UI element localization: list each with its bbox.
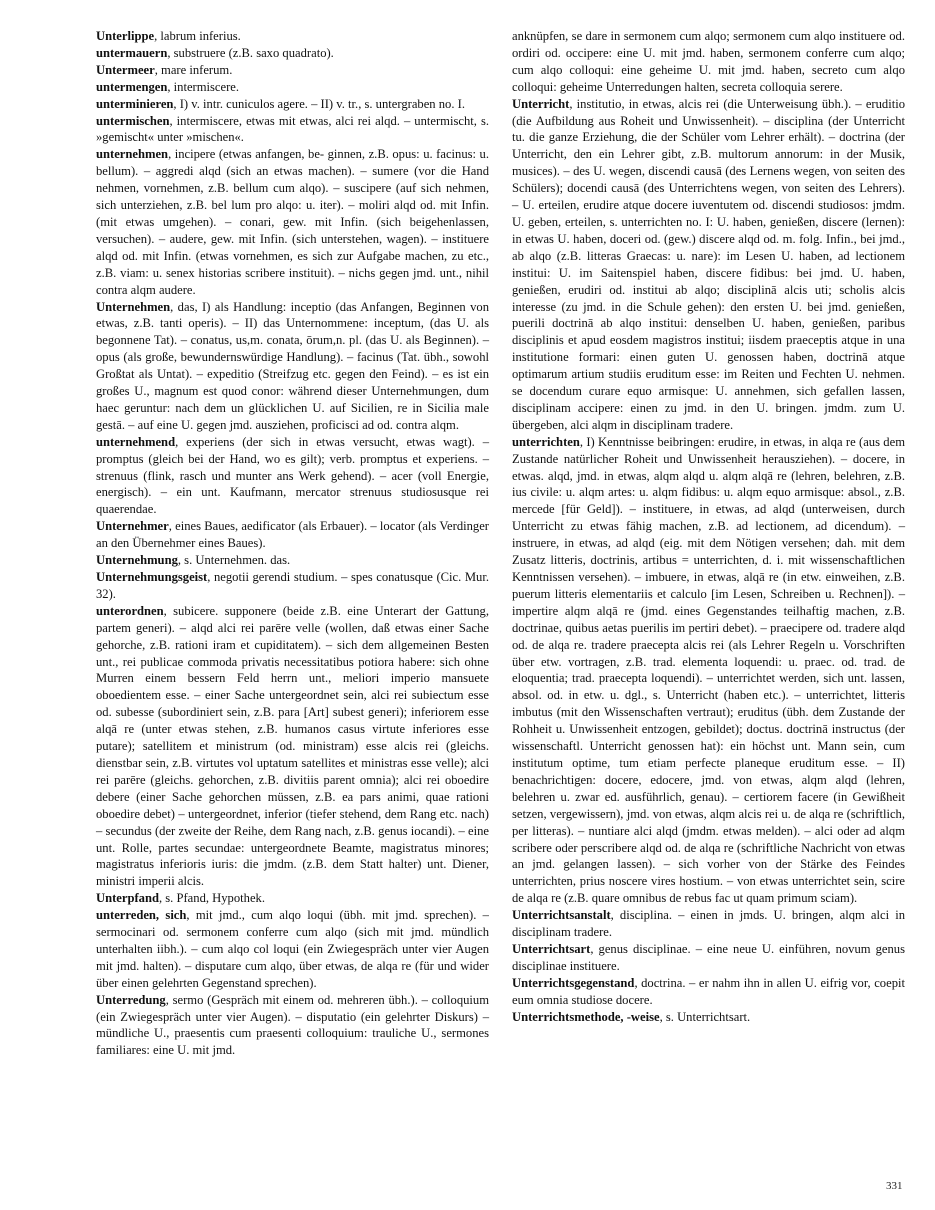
dictionary-entry	[96, 45, 489, 62]
entry-definition: , subicere. supponere (beide z.B. eine Unterart der Gattung, partem generi). – alqd alci rei parēre velle (wollen, daß etwas einer Sache gehorche, z.B. rationi iram et cupiditatem). – sich dem allgemeinen Besten unt., rei publicae commoda privatis necessitatibus potiora habere: sich ohne Murren einem bessern Feld herrn unt., meliori imperio mansuete oboedientem esse. – einer Sache untergeordnet sein, alci rei subiectum esse od. subesse (subordiniert sein, z.B. para [Art] subest generi); inferiorem esse alqā re (unter etwas stehen, z.B. humanos casus virtute inferiores esse putare); satellitem et ministrum (od. ministram) esse alcis rei (gleichs. dienstbar sein, z.B. virtutes vol uptatum satellites et ministras esse velle); alci rei parēre (gleichs. gehorchen, z.B. divitiis parent omnia); alci rei oboedire debere (einer Sache gehorchen müssen, z.B. ea pars animi, quae rationi oboedire debet) – untergeordnet, inferior (tiefer stehend, dem Rang etc. nach) – secundus (der zweite der Reihe, dem Rang nach, z.B. genus iocandi). – eine unt. Rolle, partes secundae: untergeordnete Beamte, magistratus minores; magistratus inferioris iuris: die jmdm. (z.B. dem Statt halter) unt. Diener, ministri imperii alcis.	[96, 603, 489, 889]
entry-definition: , negotii gerendi studium. – spes conatusque (Cic. Mur. 32).	[96, 570, 489, 601]
entry-headword: Unterrichtsart	[512, 941, 591, 956]
dictionary-entry	[512, 434, 905, 907]
entry-definition: , sermo (Gespräch mit einem od. mehreren übh.). – colloquium (ein Zwiegespräch unter vier Augen). – disputatio (ein gelehrter Diskurs) – mündliche U., praesentis cum praesenti colloquium: trauliche U., sermones familiares: eine U. mit jmd.	[96, 992, 489, 1058]
entry-definition: , institutio, in etwas, alcis rei (die Unterweisung übh.). – eruditio (die Aufbildung aus Roheit und Unwissenheit). – disciplina (der Unterricht tu. die ganze Erziehung, die der Schüler vom Lehrer erhält). – doctrina (der Unterricht, den ein Lehrer gibt, z.B. multorum annorum: in der Musik, musices). – des U. wegen, discendi causā (des Lernens wegen, von seiten des Schülers); docendi causā (des Unterrichtens wegen, von seiten des Lehrers). – U. erteilen, erudire atque docere iuventutem od. discendi studiosos: jmdm. U. geben, erteilen, s. unterrichten no. I: U. haben, genießen, discere (lernen): in etwas U. haben, doceri od. (gew.) discere alqd od. m. folg. Infin., bei jmd., ab alqo (z.B. litteras Graecas: u. nare): im Lesen U. haben, ad lectionem institui: U. im Saitenspiel haben, discere fidibus: bei jmd. U. haben, genießen, erudiri od. institui ab alqo; disciplinā alcis uti; scholis alcis interesse (zu jmd. in die Schule gehen): den ersten U. bei jmd. genießen, puerili doctrinā ab alqo institui: denselben U. haben, genießen, paribus disciplinis et apud eosdem magistros institui; iisdem praeceptis atque in una institutione formari: einen guten U. genossen haben, doctrinā atque optimarum artium studiis eruditum esse: im Reiten und Fechten U. nehmen. se docendum curare equo armisque: U. annehmen, sich gefallen lassen, disciplinam accipere: einen zu jmd. in den U. bringen. jmdm. zum U. übergeben, alci alqm in disciplinam tradere.	[512, 96, 905, 432]
dictionary-entry	[512, 96, 905, 434]
entry-headword: untermengen	[96, 79, 168, 94]
dictionary-entry	[96, 113, 489, 147]
entry-definition: , I) v. intr. cuniculos agere. – II) v. tr., s. untergraben no. I.	[173, 96, 465, 111]
entry-definition: , experiens (der sich in etwas versucht, etwas wagt). – promptus (gleich bei der Hand, wo es gilt); verb. promptus et experiens. – strenuus (flink, rasch und munter ans Werk gehend). – acer (voll Energie, energisch). – ein unt. Kaufmann, mercator strenuus studiosusque rei quaerendae.	[96, 434, 489, 517]
dictionary-entry	[96, 603, 489, 890]
dictionary-entry	[96, 907, 489, 992]
entry-definition: , intermiscere.	[167, 79, 240, 94]
dictionary-entry	[96, 890, 489, 907]
dictionary-entry	[96, 79, 489, 96]
entry-headword: Unterredung	[96, 992, 166, 1007]
dictionary-entry	[96, 518, 489, 552]
entry-definition: , eines Baues, aedificator (als Erbauer). – locator (als Verdinger an den Übernehmer eines Baues).	[96, 519, 489, 551]
entry-headword: Unternehmen	[96, 299, 171, 314]
entry-definition: , mare inferum.	[154, 62, 233, 77]
entry-headword: unternehmen	[96, 147, 169, 162]
dictionary-entry	[512, 975, 905, 1009]
dictionary-entry	[512, 941, 905, 975]
dictionary-entry	[96, 569, 489, 603]
entry-headword: unterreden, sich	[96, 908, 187, 923]
entry-headword: untermauern	[96, 45, 168, 60]
entry-headword: unterrichten	[512, 434, 580, 449]
entry-definition: , genus disciplinae. – eine neue U. einführen, novum genus disciplinae instituere.	[512, 941, 905, 973]
entry-definition: , substruere (z.B. saxo quadrato).	[167, 45, 334, 60]
entry-definition: , incipere (etwas anfangen, be- ginnen, z.B. opus: u. facinus: u. bellum). – aggredi alqd (sich an etwas machen). – sumere (vor die Hand nehmen, vornehmen, z.B. bellum cum alqo). – suscipere (auf sich nehmen, sich unterziehen, z.B. bel lum pro alqo: u. iter). – moliri alqd od. mit Infin. (mit etwas umgehen). – conari, gew. mit Infin. (sich beigehenlassen, versuchen). – audere, gew. mit Infin. (sich unterstehen, wagen). – instituere alqd od. mit Infin. (etwas vornehmen, es sich zur Aufgabe machen, zu etc., z.B. viam: u. senex historias scribere instituit). – nichs gegen jmd. unt., nihil contra alqm audere.	[96, 147, 489, 297]
entry-headword: Unterpfand	[96, 891, 159, 906]
entry-definition: , das, I) als Handlung: inceptio (das Anfangen, Beginnen von etwas, z.B. tanti operis). – II) das Unternommene: inceptum, (das U. als begonnene Tat). – conatus, us,m. conata, ōrum,n. pl. (das U. als Beginnen). – opus (als große, bewundernswürdige Handlung). – facinus (Tat. übh., sowohl Großtat als Untat). – expeditio (Streifzug etc. gegen den Feind). – es ist ein großes U., magnum est quod conor: während dieser Unternehmungen, dum haec geruntur: nach dem un glücklichen U. auf Sicilien, re in Sicilia male gestā. – auf eine U. gegen jmd. ausziehen, proficisci ad od. contra alqm.	[96, 299, 489, 432]
entry-definition: , mit jmd., cum alqo loqui (übh. mit jmd. sprechen). – sermocinari od. sermonem conferre cum alqo (sich mit jmd. mündlich unterhalten iibh.). – cum alqo col loqui (ein Zwiegespräch unter vier Augen mit jmd. halten). – disputare cum alqo, über etwas, de alqa re (für und wider über einen gelehrten Gegenstand sprechen).	[96, 908, 489, 990]
entry-headword: Unternehmer	[96, 519, 169, 534]
entry-definition: , intermiscere, etwas mit etwas, alci rei alqd. – untermischt, s. »gemischt« unter »mischen«.	[96, 113, 489, 145]
dictionary-entry	[96, 28, 489, 45]
dictionary-entry	[96, 992, 489, 1060]
entry-definition: , disciplina. – einen in jmds. U. bringen, alqm alci in disciplinam tradere.	[512, 908, 905, 940]
dictionary-entry	[96, 96, 489, 113]
entry-headword: Unternehmungsgeist	[96, 570, 208, 584]
dictionary-entry	[96, 434, 489, 519]
entry-definition: , s. Unterrichtsart.	[659, 1009, 751, 1024]
entry-definition: anknüpfen, se dare in sermonem cum alqo; sermonem cum alqo instituere od. ordiri od. occipere: eine U. mit jmd. haben, sermonem conferre cum alqo; cum alqo colloqui: eine geheime U. mit jmd. haben, secreto cum alqo colloqui: geheime Unterredungen halten, secreta colloquia serere.	[512, 29, 905, 94]
entry-headword: Unterrichtsanstalt	[512, 908, 611, 923]
entry-headword: Unterricht	[512, 96, 570, 111]
dictionary-entry	[96, 146, 489, 298]
entry-definition: , I) Kenntnisse beibringen: erudire, in etwas, in alqa re (aus dem Zustande natürlicher Roheit und Unwissenheit herausziehen). – docere, in etwas. alqd, jmd. in etwas, alqm alqd u. alqm alqā re (lehren, belehren, z.B. ius civile: u. alqm artes: u. alqm fidibus: u. alqm equo armisque: absol., z.B. mercede [für Geld]). – instituere, in etwas, ad alqd (unterweisen, durch Unterricht zu etwas fähig machen, z.B. ad lectionem, ad dicendum). – instruere, in etwas, ad alqd (eig. mit dem Nötigen versehen; dah. mit dem Zusatz litteris, doctrinis, artibus = unterrichten, d. i. mit wissenschaftlichen Kenntnissen versehen). – imbuere, in etwas, alqā re (in etw. einweihen, z.B. puerum litteris elementariis et calculo [im Lesen, Schreiben u. Rechnen]). – impertire alqm alqā re (jmd. eines Gegenstandes teilhaftig machen, z.B. doctrinae, quibus aetas puerilis im pertiri debet). – praecipere od. tradere alqd od. de alqa re. tradere praecepta alcis rei (als Lehrer Regeln u. Vorschriften über etw. vortragen, z.B. trad. elementa loquendi: u. praec. od. trad. de eloquentia; trad. praecepta loquendi). – unterrichtet werden, sich unt. lassen, absol. od. in etw. u. dgl., s. Unterricht (haben etc.). – unterrichtet, litteris imbutus (mit den Wissenschaften vertraut); eruditus (übh. dem Zustande der Rohheit u. Unwissenheit entzogen, gebildet); doctus. doctrinā instructus (der wissenschaftl. Unterricht genossen hat): ein höchst unt. Mann sein, cum institutum optime, tum etiam perfecte planeque eruditum esse. – II) benachrichtigen: docere, edocere, jmd. von etwas, alqm alqd (lehren, belehren u. zwar ed. ausführlich, genau). – certiorem facere (in Gewißheit setzen, vergewissern), jmd. von etwas, alqm alcis rei u. de alqa re (schriftlich, per litteras). – nuntiare alci alqd (jmdm. etwas melden). – alci oder ad alqm scribere oder perscribere alqd od. de alqa re (schriftliche Nachricht von etwas an jmd. gelangen lassen). – sich vorher von der Stärke des Feindes unterrichten, prius noscere vires hostium. – von etwas unterrichtet sein, scire de alqa re (z.B. quare omnibus de rebus fac ut quam primum sciam).	[512, 434, 905, 906]
entry-definition: , doctrina. – er nahm ihn in allen U. eifrig vor, coepit eum omnia studiose docere.	[512, 975, 905, 1007]
entry-headword: unternehmend	[96, 434, 176, 449]
page-number: 331	[886, 1180, 903, 1192]
entry-headword: Unterlippe	[96, 29, 155, 43]
entry-definition: , s. Pfand, Hypothek.	[158, 891, 265, 906]
dictionary-entry	[512, 1009, 905, 1026]
entry-definition: , s. Unternehmen. das.	[177, 553, 291, 568]
right-column	[512, 28, 905, 1025]
dictionary-entry	[512, 28, 905, 96]
left-column	[96, 28, 489, 1059]
entry-headword: unterminieren	[96, 96, 174, 111]
entry-headword: unterordnen	[96, 603, 164, 618]
dictionary-entry	[512, 907, 905, 941]
entry-headword: Unterrichtsmethode, -weise	[512, 1009, 660, 1024]
entry-headword: Unterrichtsgegenstand	[512, 975, 635, 990]
dictionary-entry	[96, 62, 489, 79]
entry-headword: untermischen	[96, 113, 170, 128]
entry-headword: Untermeer	[96, 62, 155, 77]
dictionary-entry	[96, 552, 489, 569]
entry-definition: , labrum inferius.	[154, 29, 241, 43]
entry-headword: Unternehmung	[96, 553, 178, 568]
dictionary-entry	[96, 299, 489, 434]
